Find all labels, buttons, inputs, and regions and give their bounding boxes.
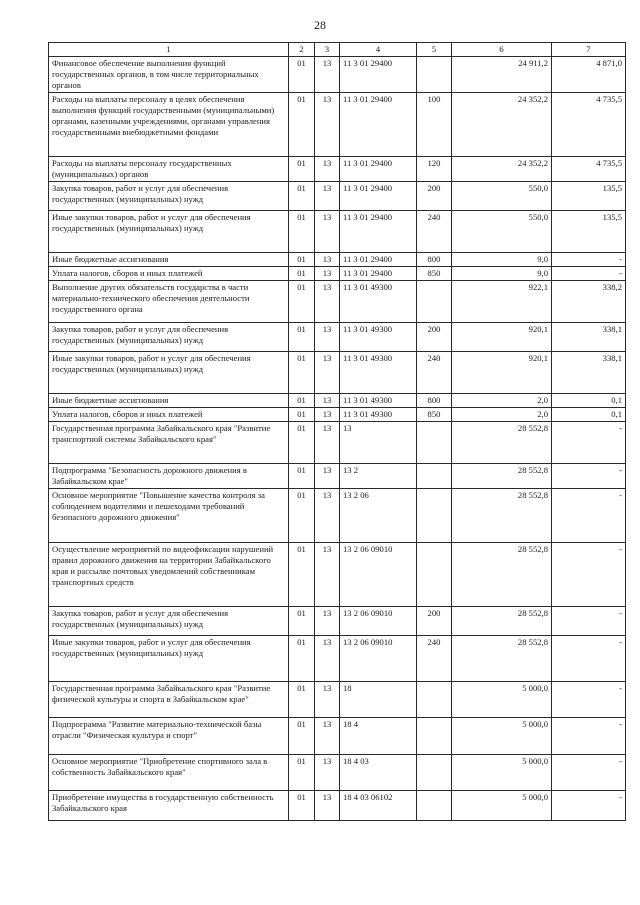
cell-pr: 13 bbox=[315, 755, 340, 791]
table-row bbox=[49, 682, 626, 718]
table-row bbox=[49, 93, 626, 157]
cell-sum1: 28 552,8 bbox=[452, 607, 552, 636]
cell-rz: 01 bbox=[289, 323, 315, 352]
cell-sum2: - bbox=[552, 543, 626, 607]
column-header: 6 bbox=[452, 43, 552, 57]
cell-csr: 11 3 01 29400 bbox=[340, 267, 417, 281]
cell-pr: 13 bbox=[315, 182, 340, 211]
cell-pr: 13 bbox=[315, 464, 340, 489]
cell-sum2: 4 871,0 bbox=[552, 57, 626, 93]
cell-rz: 01 bbox=[289, 352, 315, 394]
cell-vr: 240 bbox=[417, 636, 452, 682]
cell-sum2: - bbox=[552, 489, 626, 543]
cell-csr: 13 2 06 bbox=[340, 489, 417, 543]
cell-name: Приобретение имущества в государственную собственность Забайкальского края bbox=[49, 791, 289, 821]
cell-csr: 13 2 06 09010 bbox=[340, 543, 417, 607]
cell-name: Подпрограмма "Развитие материально-технической базы отрасли "Физическая культура и спорт" bbox=[49, 718, 289, 755]
cell-name: Уплата налогов, сборов и иных платежей bbox=[49, 267, 289, 281]
cell-rz: 01 bbox=[289, 464, 315, 489]
cell-rz: 01 bbox=[289, 281, 315, 323]
cell-name: Осуществление мероприятий по видеофиксации нарушений правил дорожного движения на территории Забайкальского края и рассылке почтовых уведомлений собственникам транспортных средств bbox=[49, 543, 289, 607]
cell-csr: 11 3 01 49300 bbox=[340, 408, 417, 422]
cell-csr: 11 3 01 29400 bbox=[340, 157, 417, 182]
cell-rz: 01 bbox=[289, 755, 315, 791]
cell-sum1: 28 552,8 bbox=[452, 543, 552, 607]
cell-csr: 11 3 01 29400 bbox=[340, 93, 417, 157]
cell-pr: 13 bbox=[315, 607, 340, 636]
cell-vr: 100 bbox=[417, 93, 452, 157]
cell-rz: 01 bbox=[289, 543, 315, 607]
cell-pr: 13 bbox=[315, 422, 340, 464]
cell-pr: 13 bbox=[315, 267, 340, 281]
cell-sum1: 24 352,2 bbox=[452, 93, 552, 157]
table-row bbox=[49, 408, 626, 422]
cell-name: Финансовое обеспечение выполнения функций государственных органов, в том числе территориальных органов bbox=[49, 57, 289, 93]
cell-pr: 13 bbox=[315, 211, 340, 253]
table-row bbox=[49, 281, 626, 323]
cell-sum2: - bbox=[552, 253, 626, 267]
cell-vr bbox=[417, 755, 452, 791]
cell-csr: 18 4 03 bbox=[340, 755, 417, 791]
cell-vr: 240 bbox=[417, 352, 452, 394]
column-header: 7 bbox=[552, 43, 626, 57]
cell-rz: 01 bbox=[289, 267, 315, 281]
table-row bbox=[49, 791, 626, 821]
cell-sum1: 2,0 bbox=[452, 394, 552, 408]
cell-rz: 01 bbox=[289, 253, 315, 267]
cell-sum1: 24 911,2 bbox=[452, 57, 552, 93]
table-row bbox=[49, 422, 626, 464]
column-header: 5 bbox=[417, 43, 452, 57]
column-header: 2 bbox=[289, 43, 315, 57]
cell-name: Закупка товаров, работ и услуг для обеспечения государственных (муниципальных) нужд bbox=[49, 182, 289, 211]
cell-vr bbox=[417, 489, 452, 543]
cell-name: Расходы на выплаты персоналу в целях обеспечения выполнения функций государственными (муниципальными) органами, казенными учреждениями, органами управления государственными внебюджетными фондами bbox=[49, 93, 289, 157]
cell-vr bbox=[417, 682, 452, 718]
cell-csr: 13 2 06 09010 bbox=[340, 636, 417, 682]
cell-vr bbox=[417, 57, 452, 93]
cell-pr: 13 bbox=[315, 791, 340, 821]
cell-pr: 13 bbox=[315, 157, 340, 182]
cell-sum1: 550,0 bbox=[452, 211, 552, 253]
cell-pr: 13 bbox=[315, 352, 340, 394]
cell-rz: 01 bbox=[289, 422, 315, 464]
cell-rz: 01 bbox=[289, 636, 315, 682]
cell-sum1: 28 552,8 bbox=[452, 489, 552, 543]
cell-rz: 01 bbox=[289, 157, 315, 182]
cell-sum2: 0,1 bbox=[552, 408, 626, 422]
cell-sum2: - bbox=[552, 464, 626, 489]
cell-sum1: 5 000,0 bbox=[452, 682, 552, 718]
cell-vr: 800 bbox=[417, 253, 452, 267]
cell-vr bbox=[417, 543, 452, 607]
cell-sum1: 5 000,0 bbox=[452, 755, 552, 791]
cell-name: Закупка товаров, работ и услуг для обеспечения государственных (муниципальных) нужд bbox=[49, 323, 289, 352]
table-row bbox=[49, 352, 626, 394]
table-row bbox=[49, 253, 626, 267]
cell-vr bbox=[417, 422, 452, 464]
table-row bbox=[49, 543, 626, 607]
cell-sum2: 0,1 bbox=[552, 394, 626, 408]
cell-sum1: 28 552,8 bbox=[452, 422, 552, 464]
cell-rz: 01 bbox=[289, 57, 315, 93]
cell-sum1: 550,0 bbox=[452, 182, 552, 211]
cell-vr bbox=[417, 464, 452, 489]
cell-vr bbox=[417, 718, 452, 755]
cell-pr: 13 bbox=[315, 93, 340, 157]
cell-sum2: 4 735,5 bbox=[552, 93, 626, 157]
cell-csr: 11 3 01 49300 bbox=[340, 281, 417, 323]
cell-sum2: - bbox=[552, 791, 626, 821]
cell-name: Основное мероприятие "Приобретение спортивного зала в собственность Забайкальского края" bbox=[49, 755, 289, 791]
cell-sum1: 9,0 bbox=[452, 267, 552, 281]
cell-vr: 800 bbox=[417, 394, 452, 408]
cell-name: Иные бюджетные ассигнования bbox=[49, 253, 289, 267]
cell-name: Уплата налогов, сборов и иных платежей bbox=[49, 408, 289, 422]
cell-name: Иные закупки товаров, работ и услуг для обеспечения государственных (муниципальных) нужд bbox=[49, 636, 289, 682]
cell-rz: 01 bbox=[289, 408, 315, 422]
cell-csr: 11 3 01 29400 bbox=[340, 253, 417, 267]
cell-rz: 01 bbox=[289, 607, 315, 636]
cell-csr: 11 3 01 49300 bbox=[340, 352, 417, 394]
cell-rz: 01 bbox=[289, 682, 315, 718]
cell-name: Иные закупки товаров, работ и услуг для обеспечения государственных (муниципальных) нужд bbox=[49, 352, 289, 394]
cell-pr: 13 bbox=[315, 636, 340, 682]
cell-csr: 13 bbox=[340, 422, 417, 464]
cell-sum1: 922,1 bbox=[452, 281, 552, 323]
cell-csr: 11 3 01 29400 bbox=[340, 211, 417, 253]
cell-sum1: 920,1 bbox=[452, 323, 552, 352]
table-header-row bbox=[49, 43, 626, 57]
cell-csr: 11 3 01 49300 bbox=[340, 394, 417, 408]
cell-vr: 850 bbox=[417, 408, 452, 422]
cell-rz: 01 bbox=[289, 394, 315, 408]
cell-pr: 13 bbox=[315, 718, 340, 755]
table-row bbox=[49, 211, 626, 253]
column-header: 4 bbox=[340, 43, 417, 57]
column-header: 3 bbox=[315, 43, 340, 57]
cell-name: Подпрограмма "Безопасность дорожного движения в Забайкальском крае" bbox=[49, 464, 289, 489]
cell-vr: 200 bbox=[417, 607, 452, 636]
cell-rz: 01 bbox=[289, 489, 315, 543]
table-row bbox=[49, 57, 626, 93]
cell-sum2: - bbox=[552, 267, 626, 281]
cell-name: Основное мероприятие "Повышение качества контроля за соблюдением водителями и пешеходами требований безопасного дорожного движения" bbox=[49, 489, 289, 543]
cell-sum2: - bbox=[552, 607, 626, 636]
cell-pr: 13 bbox=[315, 281, 340, 323]
cell-sum1: 5 000,0 bbox=[452, 791, 552, 821]
cell-name: Государственная программа Забайкальского края "Развитие транспортной системы Забайкальского края" bbox=[49, 422, 289, 464]
cell-vr: 200 bbox=[417, 323, 452, 352]
cell-sum2: - bbox=[552, 636, 626, 682]
cell-sum2: - bbox=[552, 682, 626, 718]
cell-csr: 13 2 06 09010 bbox=[340, 607, 417, 636]
table-row bbox=[49, 182, 626, 211]
cell-sum2: - bbox=[552, 755, 626, 791]
cell-vr: 240 bbox=[417, 211, 452, 253]
cell-sum1: 5 000,0 bbox=[452, 718, 552, 755]
cell-name: Иные закупки товаров, работ и услуг для обеспечения государственных (муниципальных) нужд bbox=[49, 211, 289, 253]
cell-csr: 11 3 01 49300 bbox=[340, 323, 417, 352]
cell-pr: 13 bbox=[315, 408, 340, 422]
cell-sum1: 28 552,8 bbox=[452, 636, 552, 682]
cell-sum1: 9,0 bbox=[452, 253, 552, 267]
table-row bbox=[49, 323, 626, 352]
cell-pr: 13 bbox=[315, 323, 340, 352]
column-header: 1 bbox=[49, 43, 289, 57]
cell-sum1: 920,1 bbox=[452, 352, 552, 394]
cell-vr bbox=[417, 281, 452, 323]
cell-sum2: 135,5 bbox=[552, 211, 626, 253]
cell-sum2: 338,2 bbox=[552, 281, 626, 323]
cell-sum2: 135,5 bbox=[552, 182, 626, 211]
cell-csr: 13 2 bbox=[340, 464, 417, 489]
table-row bbox=[49, 394, 626, 408]
cell-vr: 850 bbox=[417, 267, 452, 281]
cell-rz: 01 bbox=[289, 93, 315, 157]
cell-sum1: 2,0 bbox=[452, 408, 552, 422]
cell-sum2: - bbox=[552, 422, 626, 464]
cell-csr: 18 4 bbox=[340, 718, 417, 755]
cell-name: Закупка товаров, работ и услуг для обеспечения государственных (муниципальных) нужд bbox=[49, 607, 289, 636]
cell-sum1: 24 352,2 bbox=[452, 157, 552, 182]
cell-sum2: 338,1 bbox=[552, 352, 626, 394]
cell-sum2: - bbox=[552, 718, 626, 755]
cell-csr: 11 3 01 29400 bbox=[340, 57, 417, 93]
cell-csr: 18 4 03 06102 bbox=[340, 791, 417, 821]
cell-name: Расходы на выплаты персоналу государственных (муниципальных) органов bbox=[49, 157, 289, 182]
cell-pr: 13 bbox=[315, 253, 340, 267]
table-row bbox=[49, 267, 626, 281]
cell-name: Выполнение других обязательств государства в части материально-технического обеспечения деятельности государственного органа bbox=[49, 281, 289, 323]
cell-sum2: 338,1 bbox=[552, 323, 626, 352]
cell-rz: 01 bbox=[289, 718, 315, 755]
table-row bbox=[49, 718, 626, 755]
table-row bbox=[49, 157, 626, 182]
cell-name: Государственная программа Забайкальского края "Развитие физической культуры и спорта в Забайкальском крае" bbox=[49, 682, 289, 718]
budget-table bbox=[48, 42, 626, 821]
cell-rz: 01 bbox=[289, 211, 315, 253]
cell-pr: 13 bbox=[315, 489, 340, 543]
cell-csr: 18 bbox=[340, 682, 417, 718]
table-row bbox=[49, 636, 626, 682]
page-number: 28 bbox=[314, 18, 326, 32]
table-row bbox=[49, 464, 626, 489]
cell-sum1: 28 552,8 bbox=[452, 464, 552, 489]
cell-pr: 13 bbox=[315, 682, 340, 718]
cell-vr bbox=[417, 791, 452, 821]
table-row bbox=[49, 607, 626, 636]
cell-sum2: 4 735,5 bbox=[552, 157, 626, 182]
cell-vr: 120 bbox=[417, 157, 452, 182]
cell-pr: 13 bbox=[315, 394, 340, 408]
cell-name: Иные бюджетные ассигнования bbox=[49, 394, 289, 408]
cell-csr: 11 3 01 29400 bbox=[340, 182, 417, 211]
table-row bbox=[49, 489, 626, 543]
cell-rz: 01 bbox=[289, 791, 315, 821]
cell-rz: 01 bbox=[289, 182, 315, 211]
cell-pr: 13 bbox=[315, 57, 340, 93]
cell-pr: 13 bbox=[315, 543, 340, 607]
cell-vr: 200 bbox=[417, 182, 452, 211]
table-row bbox=[49, 755, 626, 791]
